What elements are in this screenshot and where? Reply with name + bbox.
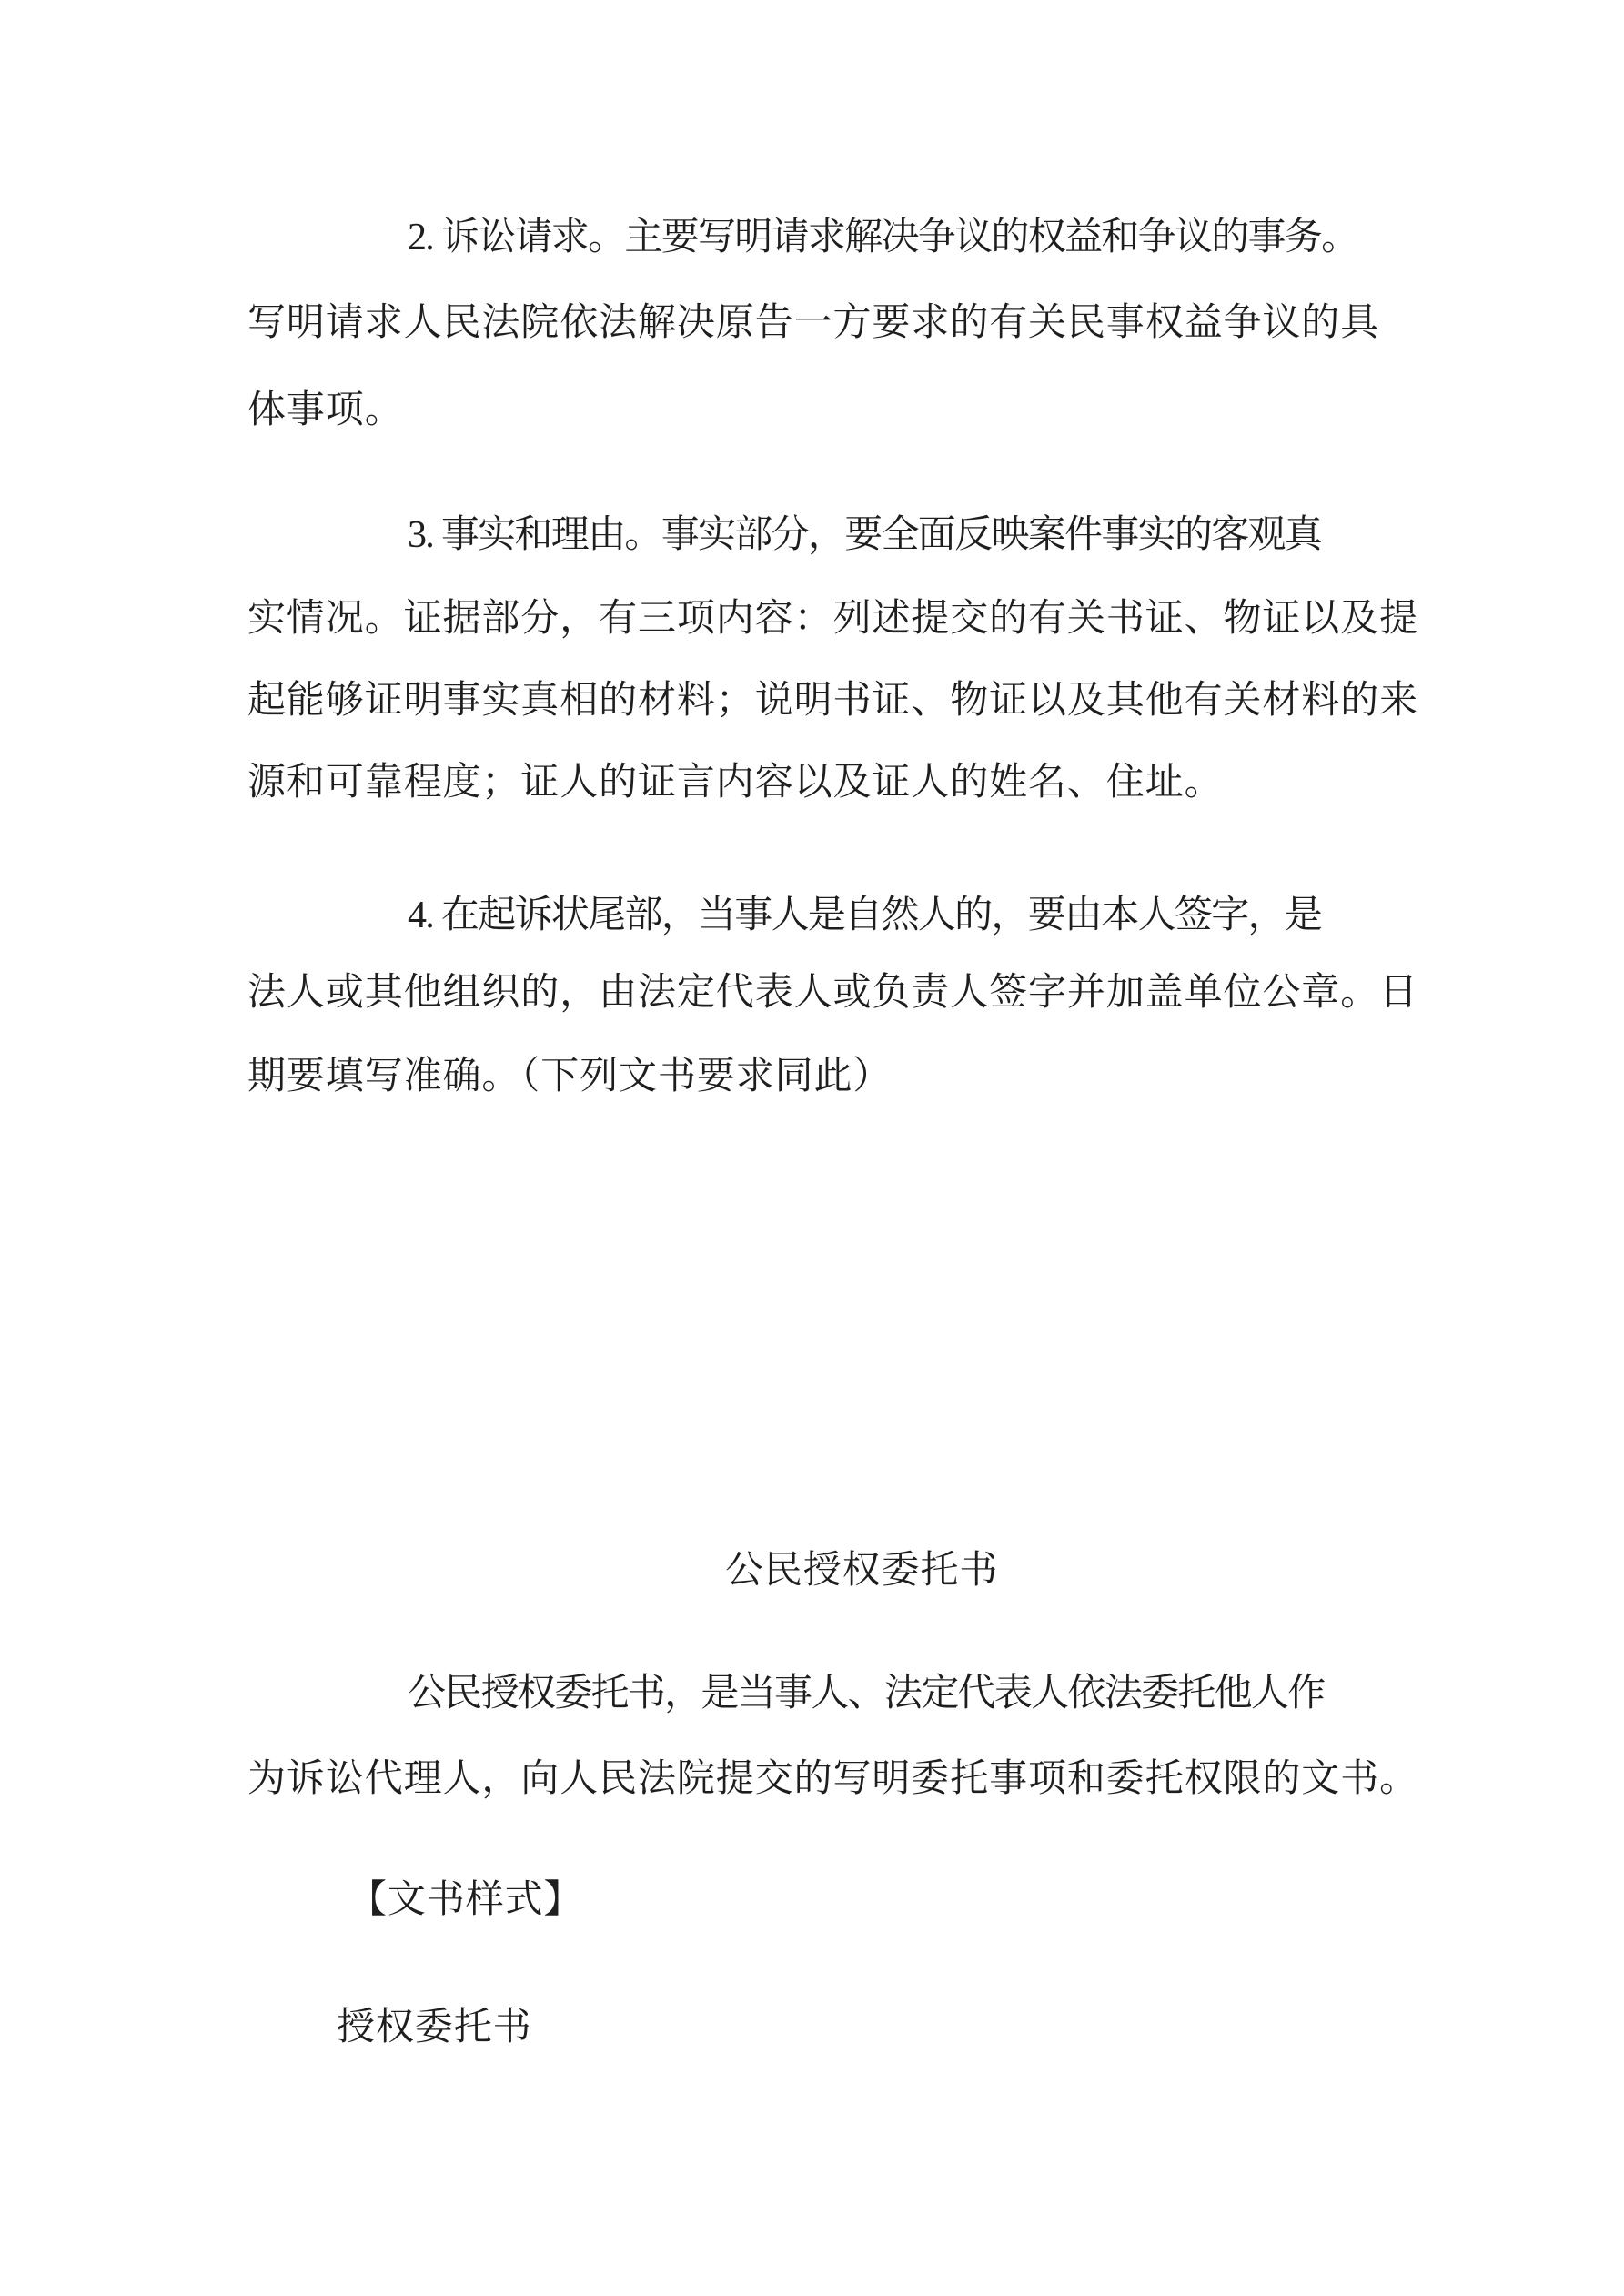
paragraph-4-line-2: 法人或其他组织的，由法定代表人或负责人签字并加盖单位公章。日 — [247, 972, 1419, 1014]
paragraph-2-line-2: 写明请求人民法院依法解决原告一方要求的有关民事权益争议的具 — [247, 302, 1380, 344]
paragraph-3-line-4: 源和可靠程度；证人的证言内容以及证人的姓名、住址。 — [247, 762, 1224, 804]
paragraph-4-line-3: 期要填写准确。（下列文书要求同此） — [247, 1056, 893, 1097]
paragraph-2-line-3: 体事项。 — [247, 389, 404, 431]
intro-paragraph-line-2: 为诉讼代理人，向人民法院提交的写明委托事项和委托权限的文书。 — [247, 1758, 1419, 1800]
paragraph-4-line-1: 4. 在起诉状尾部，当事人是自然人的，要由本人签字，是 — [408, 895, 1322, 936]
paragraph-3-line-2: 实情况。证据部分，有三项内容：列述提交的有关书证、物证以及提 — [247, 598, 1419, 640]
section-heading: 公民授权委托书 — [725, 1550, 999, 1592]
paragraph-3-line-1: 3. 事实和理由。事实部分，要全面反映案件事实的客观真 — [408, 514, 1322, 556]
sample-format-label: 【文书样式】 — [348, 1879, 583, 1921]
paragraph-2-line-1: 2. 诉讼请求。主要写明请求解决争议的权益和争议的事务。 — [408, 217, 1358, 258]
paragraph-3-line-3: 起能够证明事实真相的材料；说明书证、物证以及其他有关材料的来 — [247, 680, 1419, 722]
sample-title-label: 授权委托书 — [337, 2007, 532, 2048]
intro-paragraph-line-1: 公民授权委托书，是当事人、法定代表人依法委托他人作 — [408, 1673, 1325, 1714]
